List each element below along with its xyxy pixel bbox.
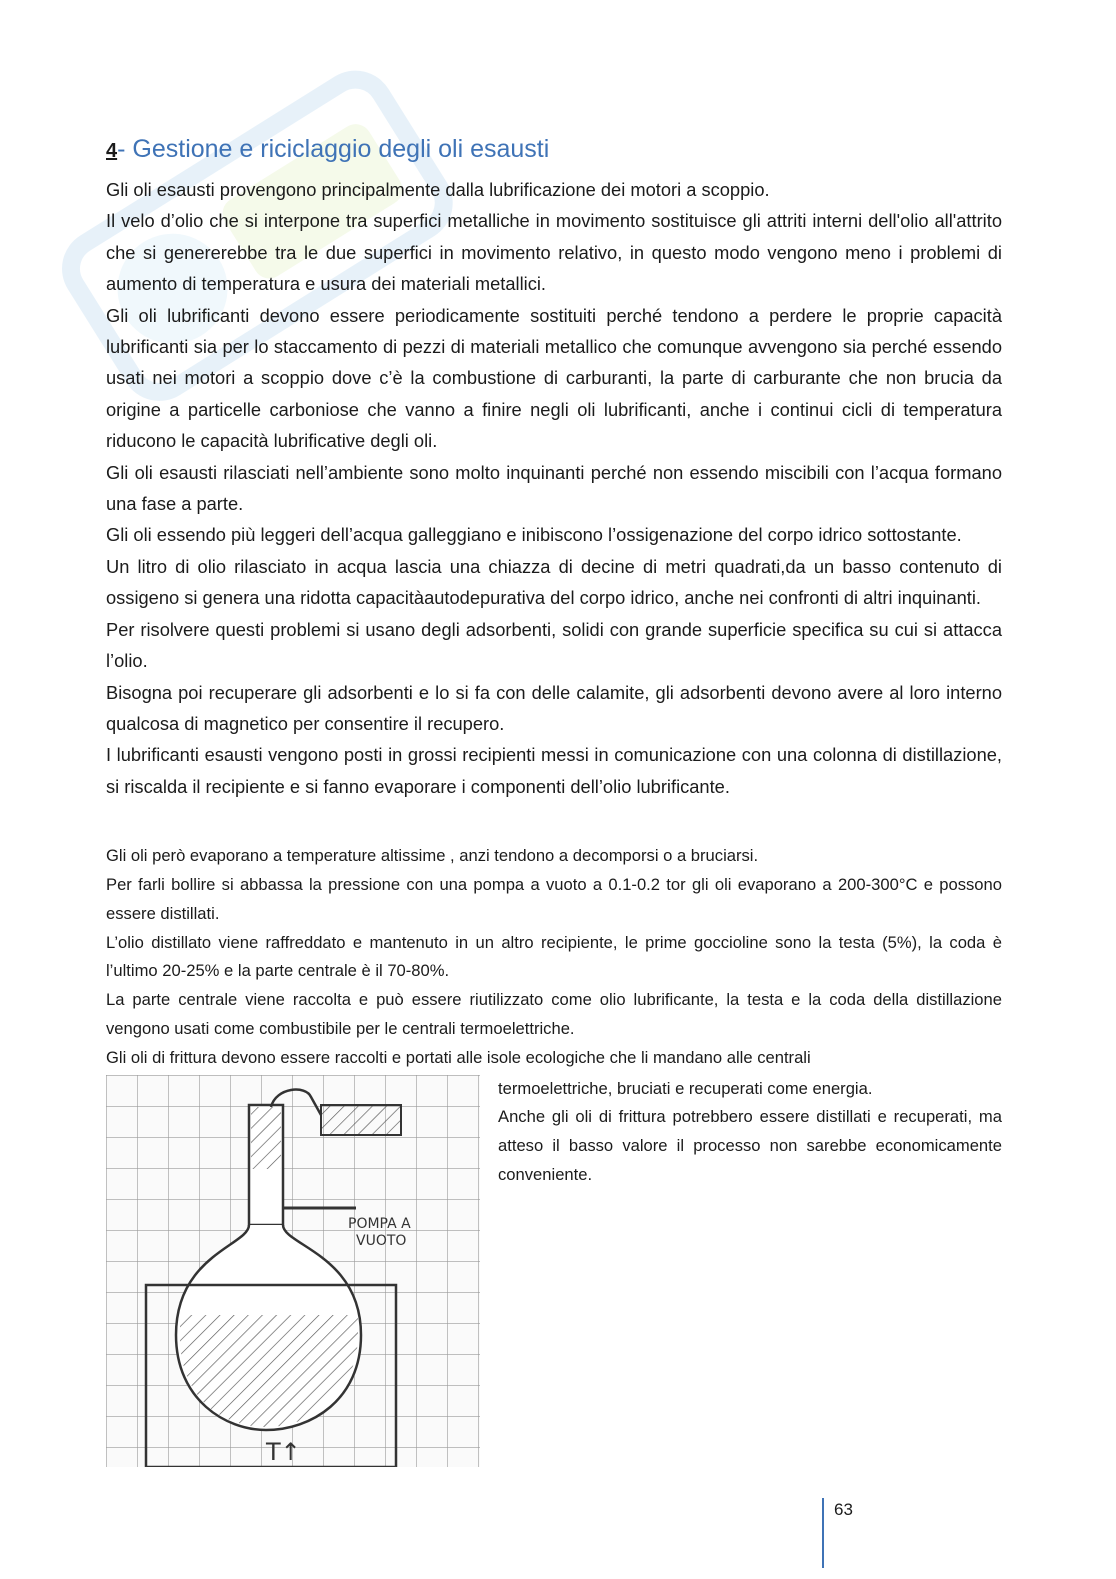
footer-rule (822, 1498, 824, 1568)
paragraph: La parte centrale viene raccolta e può essere riutilizzato come olio lubrificante, la testa e la coda della distillazione vengono usati come combustibile per le centrali termoelettriche. (106, 990, 1002, 1038)
section-title: - Gestione e riciclaggio degli oli esausti (117, 135, 550, 163)
pump-label-2: VUOTO (356, 1232, 407, 1249)
paragraph: Gli oli di frittura devono essere raccolti e portati alle isole ecologiche che li mandano alle centrali (106, 1047, 811, 1067)
spacer (106, 802, 1002, 842)
paragraph: Gli oli esausti rilasciati nell’ambiente sono molto inquinanti perché non essendo miscibili con l’acqua formano una fase a parte. (106, 461, 1002, 515)
paragraph: Anche gli oli di frittura potrebbero essere distillati e recuperati, ma atteso il basso valore il processo non sarebbe economicamente conveniente. (498, 1107, 1002, 1184)
section-number: 4 (106, 140, 118, 162)
paragraph: Gli oli lubrificanti devono essere periodicamente sostituiti perché tendono a perdere le proprie capacità lubrificanti sia per lo staccamento di pezzi di materiali metallico che comunque avvengono sia perché essendo usati nei motori a scoppio dove c’è la combustione di carburanti, la parte di carburante che non brucia da origine a particelle carboniose che vanno a finire negli oli lubrificanti, anche i continui cicli di temperatura riducono le capacità lubrificative degli oli. (106, 304, 1002, 452)
paragraph: L’olio distillato viene raffreddato e mantenuto in un altro recipiente, le prime goccioline sono la testa (5%), la coda è l’ultimo 20-25% e la parte centrale è il 70-80%. (106, 932, 1002, 981)
page-content (106, 132, 1002, 1495)
pump-label-1: POMPA A (348, 1215, 411, 1232)
paragraph: Gli oli esausti provengono principalmente dalla lubrificazione dei motori a scoppio. (106, 179, 770, 200)
paragraph: Gli oli però evaporano a temperature altissime , anzi tendono a decomporsi o a bruciarsi. (106, 846, 759, 866)
paragraph: Per farli bollire si abbassa la pressione con una pompa a vuoto a 0.1-0.2 tor gli oli evaporano a 200-300°C e possono essere distillati. (106, 874, 1002, 923)
paragraph: termoelettriche, bruciati e recuperati come energia. (498, 1078, 873, 1098)
page-number: 63 (834, 1500, 853, 1519)
section-heading (106, 132, 1002, 166)
figure-area (106, 1075, 1002, 1495)
paragraph: I lubrificanti esausti vengono posti in grossi recipienti messi in comunicazione con una colonna di distillazione, si riscalda il recipiente e si fanno evaporare i componenti dell’olio lubrificante. (106, 744, 1002, 797)
paragraph: Un litro di olio rilasciato in acqua lascia una chiazza di decine di metri quadrati,da un basso contenuto di ossigeno si genera una ridotta capacitàautodepurativa del corpo idrico, anche nei confronti di altri inquinanti. (106, 555, 1002, 609)
paragraph: Gli oli essendo più leggeri dell’acqua galleggiano e inibiscono l’ossigenazione del corpo idrico sottostante. (106, 524, 962, 546)
figure-side-text (498, 1075, 1002, 1190)
distillation-sketch (106, 1075, 480, 1467)
paragraph: Bisogna poi recuperare gli adsorbenti e lo si fa con delle calamite, gli adsorbenti devono avere al loro interno qualcosa di magnetico per consentire il recupero. (106, 681, 1002, 734)
paragraph: Per risolvere questi problemi si usano degli adsorbenti, solidi con grande superficie specifica su cui si attacca l’olio. (106, 618, 1002, 672)
heat-label: T↑ (266, 1437, 301, 1466)
paragraph: Il velo d’olio che si interpone tra superfici metalliche in movimento sostituisce gli attriti interni dell'olio all'attrito che si genererebbe tra le due superfici in movimento relativo, in questo modo vengono meno i problemi di aumento di temperatura e usura dei materiali metallici. (106, 210, 1002, 295)
